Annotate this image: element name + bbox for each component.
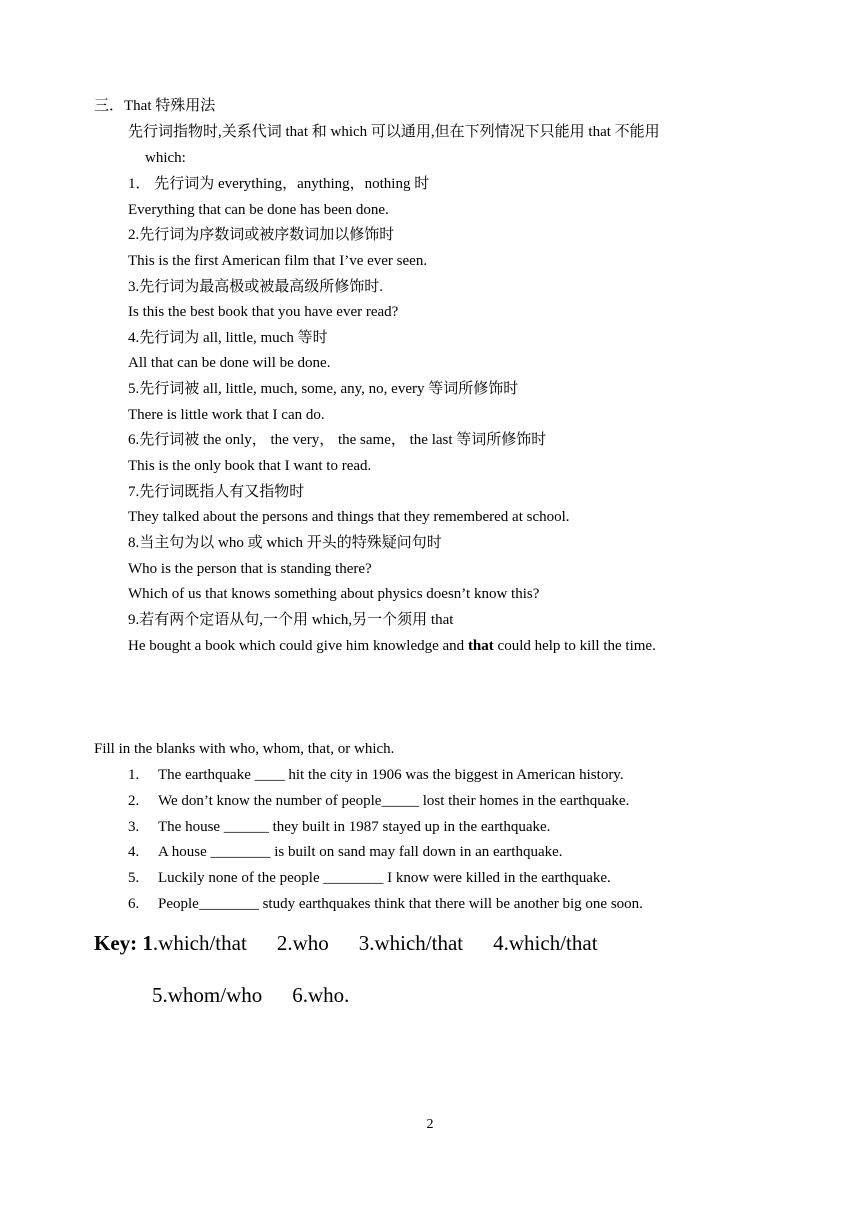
answer-key xyxy=(94,930,598,956)
item-text: The earthquake ____ hit the city in 1906 was the biggest in American history. xyxy=(158,767,624,783)
rule-example: This is the first American film that I’ve ever seen. xyxy=(128,252,428,269)
rule-heading: 3.先行词为最高极或被最高级所修饰时. xyxy=(128,278,384,295)
item-text: Luckily none of the people ________ I know were killed in the earthquake. xyxy=(158,870,611,887)
item-text: A house ________ is built on sand may fall down in an earthquake. xyxy=(158,844,563,861)
rule-example: Everything that can be done has been done. xyxy=(128,201,389,218)
exercise-item xyxy=(128,843,643,869)
rule-example: They talked about the persons and things that they remembered at school. xyxy=(128,509,570,526)
rule-heading: 4.先行词为 all, little, much 等时 xyxy=(128,329,328,346)
item-number: 5. xyxy=(128,870,140,887)
exercise-item xyxy=(128,818,643,844)
rule-example: Who is the person that is standing there? xyxy=(128,560,372,577)
answer: 2.who xyxy=(276,931,329,955)
rule-heading: 9.若有两个定语从句,一个用 which,另一个须用 that xyxy=(128,611,454,628)
rule-example: Which of us that knows something about physics doesn’t know this? xyxy=(128,586,540,603)
rule-heading: 2.先行词为序数词或被序数词加以修饰时 xyxy=(128,227,395,244)
exercise-item xyxy=(128,792,643,818)
exercise-instruction: Fill in the blanks with who, whom, that, or which. xyxy=(94,741,395,757)
example-text: could help to kill the time. xyxy=(493,637,656,654)
rule-example: There is little work that I can do. xyxy=(128,406,325,423)
key-label: Key: 1 xyxy=(94,931,153,955)
emphasized-that: that xyxy=(467,637,494,654)
intro-text: 先行词指物时,关系代词 that 和 which 可以通用,但在下列情况下只能用 that 不能用 xyxy=(128,124,660,140)
rule-heading: 6.先行词被 the only， the very， the same， the last 等词所修饰时 xyxy=(128,432,547,449)
answer: .which/that xyxy=(152,931,247,955)
rule-heading: 1． 先行词为 everything，anything，nothing 时 xyxy=(128,176,430,192)
rule-heading: 5.先行词被 all, little, much, some, any, no, every 等词所修饰时 xyxy=(128,381,519,398)
page-number: 2 xyxy=(426,1117,434,1132)
answer: 5.whom/who xyxy=(152,983,263,1007)
answer-key-continued xyxy=(152,982,349,1008)
answer: 6.who. xyxy=(292,983,350,1007)
rule-example: This is the only book that I want to read. xyxy=(128,458,372,475)
example-text: He bought a book which could give him knowledge and xyxy=(128,637,468,654)
item-number: 2. xyxy=(128,792,140,809)
rule-example xyxy=(128,637,656,655)
exercise-item xyxy=(128,895,643,921)
rule-example: All that can be done will be done. xyxy=(128,355,331,372)
rule-heading: 7.先行词既指人有又指物时 xyxy=(128,483,305,500)
item-text: People________ study earthquakes think that there will be another big one soon. xyxy=(158,895,643,912)
exercise-item xyxy=(128,766,643,792)
item-number: 1. xyxy=(128,767,140,783)
item-number: 3. xyxy=(128,818,140,835)
section-title: 三．That 特殊用法 xyxy=(94,98,216,114)
exercise-item xyxy=(128,869,643,895)
item-number: 6. xyxy=(128,895,140,912)
intro-text-continued: which: xyxy=(145,150,186,166)
rule-heading: 8.当主句为以 who 或 which 开头的特殊疑问句时 xyxy=(128,535,442,552)
item-text: We don’t know the number of people_____ lost their homes in the earthquake. xyxy=(158,792,630,809)
answer: 3.which/that xyxy=(358,931,464,955)
item-number: 4. xyxy=(128,844,140,861)
item-text: The house ______ they built in 1987 stayed up in the earthquake. xyxy=(158,818,551,835)
rule-example: Is this the best book that you have ever read? xyxy=(128,304,399,321)
answer: 4.which/that xyxy=(493,931,598,955)
exercise-list xyxy=(128,766,643,921)
